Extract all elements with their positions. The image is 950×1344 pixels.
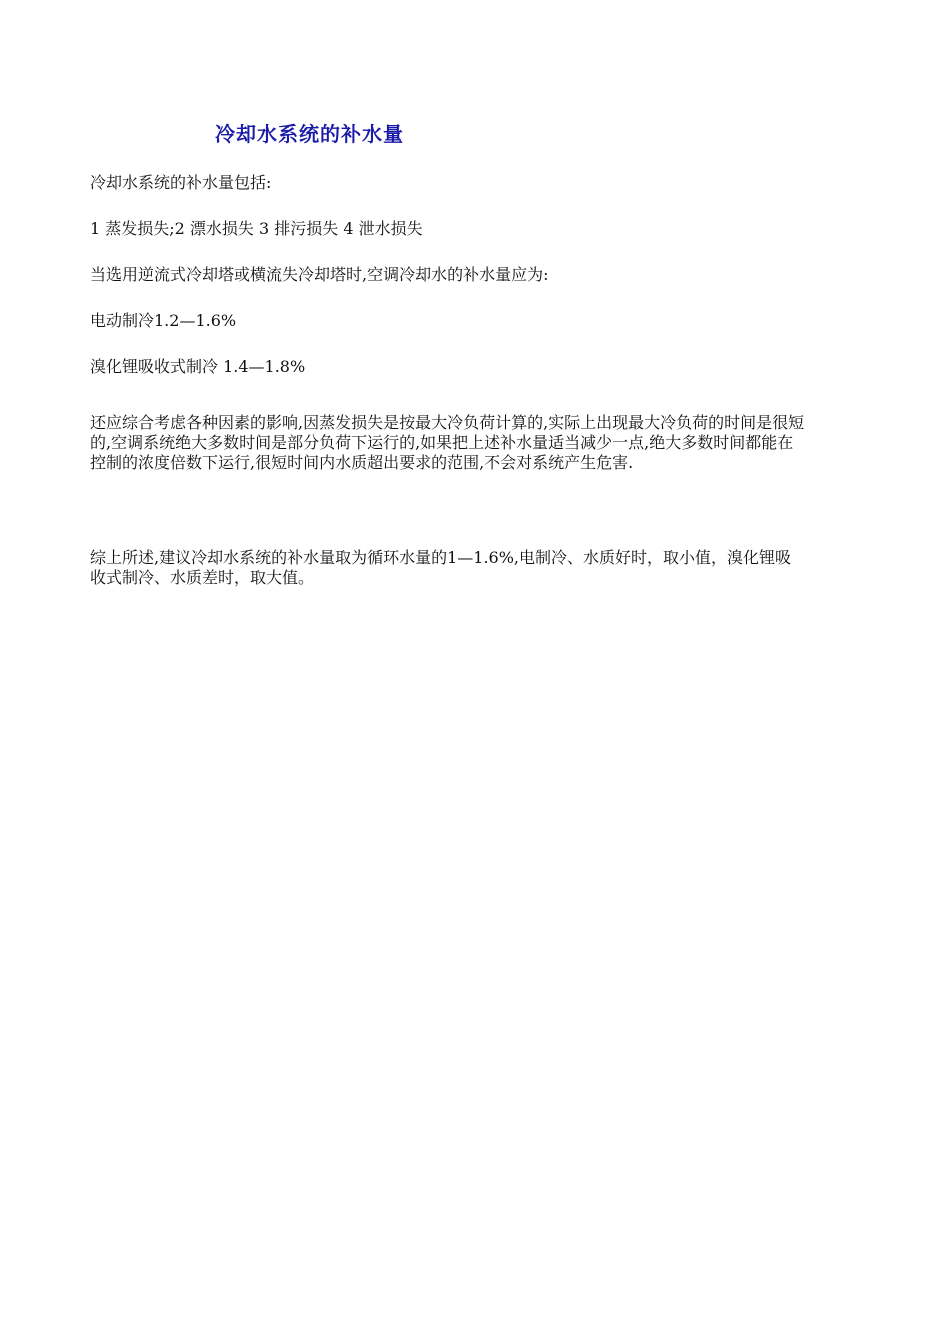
electric-rate-line: 电动制冷1.2—1.6% xyxy=(90,311,237,330)
intro-line: 冷却水系统的补水量包括: xyxy=(90,173,272,192)
absorption-rate-line: 溴化锂吸收式制冷 1.4—1.8% xyxy=(90,357,306,376)
document-title: 冷却水系统的补水量 xyxy=(215,122,404,146)
consideration-paragraph: 还应综合考虑各种因素的影响,因蒸发损失是按最大冷负荷计算的,实际上出现最大冷负荷的时间是很短的,空调系统绝大多数时间是部分负荷下运行的,如果把上述补水量适当减少一点,绝大多数时间都能在控制的浓度倍数下运行,很短时间内水质超出要求的范围,不会对系统产生危害. xyxy=(90,413,805,472)
condition-line: 当选用逆流式冷却塔或横流失冷却塔时,空调冷却水的补水量应为: xyxy=(90,265,549,284)
conclusion-paragraph: 综上所述,建议冷却水系统的补水量取为循环水量的1—1.6%,电制冷、水质好时，取小值，溴化锂吸收式制冷、水质差时，取大值。 xyxy=(90,548,792,587)
losses-line: 1 蒸发损失;2 漂水损失 3 排污损失 4 泄水损失 xyxy=(90,219,423,238)
